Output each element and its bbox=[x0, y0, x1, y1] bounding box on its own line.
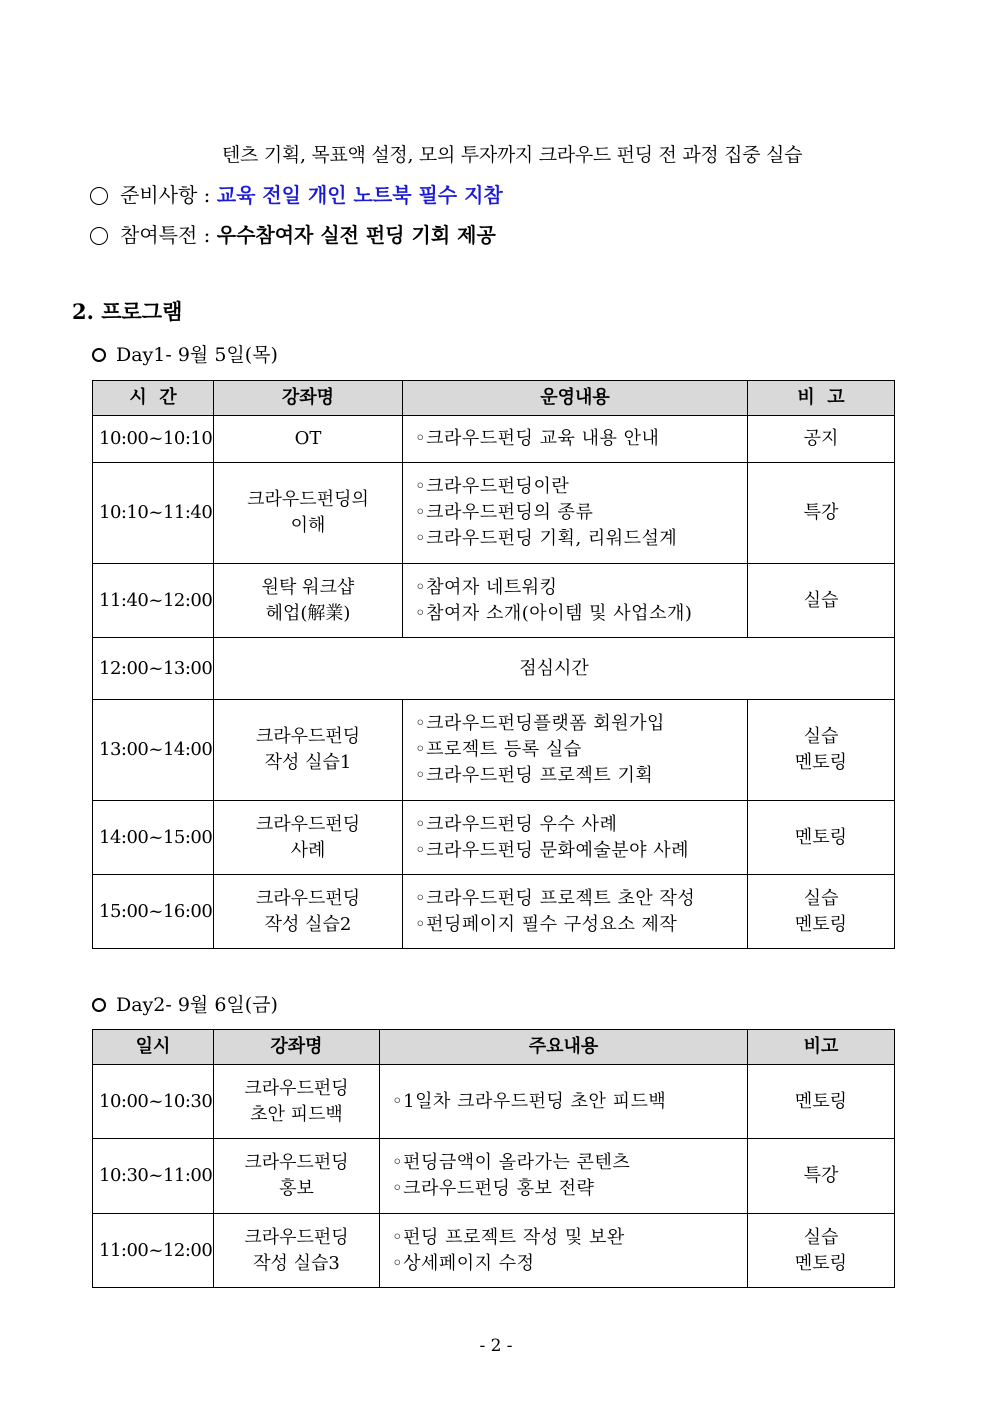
note-cell bbox=[748, 801, 895, 875]
course-line: 원탁 워크샵 bbox=[261, 576, 355, 598]
time-cell: 10:30~11:00 bbox=[93, 1139, 214, 1214]
course-line: 헤업(解業) bbox=[265, 602, 351, 624]
content-line: ◦펀딩페이지 필수 구성요소 제작 bbox=[415, 913, 678, 935]
section-title: 2. 프로그램 bbox=[72, 299, 183, 324]
table-row bbox=[93, 564, 895, 638]
benefit-label: 참여특전 : bbox=[120, 223, 211, 247]
course-line: 크라우드펀딩 bbox=[244, 1077, 349, 1099]
note-line: 특강 bbox=[803, 502, 839, 523]
day1-title: Day1- 9월 5일(목) bbox=[116, 344, 278, 366]
course-line: 초안 피드백 bbox=[250, 1103, 343, 1125]
content-cell bbox=[403, 416, 748, 463]
time-cell: 11:00~12:00 bbox=[93, 1214, 214, 1288]
note-line: 멘토링 bbox=[794, 752, 848, 773]
time-cell: 14:00~15:00 bbox=[93, 801, 214, 875]
content-cell bbox=[403, 564, 748, 638]
content-line: ◦1일차 크라우드펀딩 초안 피드백 bbox=[392, 1090, 667, 1112]
prep-label: 준비사항 : bbox=[120, 183, 211, 207]
header-cell: 강좌명 bbox=[214, 1030, 380, 1065]
course-line: 홍보 bbox=[279, 1178, 314, 1199]
time-cell: 15:00~16:00 bbox=[93, 875, 214, 949]
course-cell bbox=[214, 1214, 380, 1288]
note-line: 실습 bbox=[803, 589, 839, 611]
header-cell: 주요내용 bbox=[380, 1030, 748, 1065]
content-cell bbox=[403, 463, 748, 564]
course-cell bbox=[214, 1139, 380, 1214]
course-line: OT bbox=[294, 428, 322, 449]
course-line: 크라우드펀딩 bbox=[255, 726, 361, 747]
day1-title-line bbox=[92, 340, 278, 367]
circle-bullet-icon bbox=[92, 998, 106, 1012]
note-cell bbox=[748, 416, 895, 463]
content-cell bbox=[380, 1214, 748, 1288]
note-line: 멘토링 bbox=[794, 1252, 848, 1274]
table-row bbox=[93, 1065, 895, 1139]
prep-line bbox=[90, 179, 503, 208]
day2-title: Day2- 9월 6일(금) bbox=[116, 994, 278, 1016]
course-line: 크라우드펀딩의 bbox=[247, 489, 369, 510]
header-cell: 시 간 bbox=[93, 381, 214, 416]
table-header-row bbox=[93, 381, 895, 416]
table-row bbox=[93, 1139, 895, 1214]
header-cell: 강좌명 bbox=[214, 381, 403, 416]
note-line: 멘토링 bbox=[794, 826, 848, 848]
note-cell bbox=[748, 875, 895, 949]
note-line: 공지 bbox=[803, 428, 839, 449]
content-cell bbox=[403, 875, 748, 949]
time-cell: 10:00~10:10 bbox=[93, 416, 214, 463]
note-cell bbox=[748, 700, 895, 801]
note-line: 특강 bbox=[803, 1165, 839, 1186]
header-cell: 일시 bbox=[93, 1030, 214, 1065]
table-row bbox=[93, 638, 895, 700]
day1-schedule-table bbox=[92, 380, 895, 949]
note-cell bbox=[748, 1065, 895, 1139]
course-cell bbox=[214, 700, 403, 801]
content-line: ◦참여자 네트워킹 bbox=[415, 576, 558, 598]
content-cell bbox=[380, 1065, 748, 1139]
table-row bbox=[93, 700, 895, 801]
content-line: ◦크라우드펀딩 홍보 전략 bbox=[392, 1178, 595, 1199]
course-line: 작성 실습1 bbox=[264, 752, 352, 773]
content-line: ◦상세페이지 수정 bbox=[392, 1252, 535, 1274]
course-line: 크라우드펀딩 bbox=[255, 813, 361, 835]
time-cell: 12:00~13:00 bbox=[93, 638, 214, 700]
note-line: 실습 bbox=[803, 1226, 839, 1248]
course-cell bbox=[214, 875, 403, 949]
merged-cell: 점심시간 bbox=[214, 638, 895, 700]
content-cell bbox=[403, 700, 748, 801]
note-line: 실습 bbox=[803, 726, 839, 747]
content-line: ◦참여자 소개(아이템 및 사업소개) bbox=[415, 602, 693, 624]
time-cell: 11:40~12:00 bbox=[93, 564, 214, 638]
content-line: ◦크라우드펀딩 교육 내용 안내 bbox=[415, 428, 660, 449]
note-cell bbox=[748, 463, 895, 564]
content-line: ◦크라우드펀딩이란 bbox=[415, 476, 570, 497]
course-line: 이해 bbox=[290, 515, 326, 536]
course-cell bbox=[214, 416, 403, 463]
intro-continuation-text: 텐츠 기획, 목표액 설정, 모의 투자까지 크라우드 펀딩 전 과정 집중 실습 bbox=[222, 144, 803, 166]
table-row bbox=[93, 463, 895, 564]
header-cell: 비 고 bbox=[748, 381, 895, 416]
benefit-value: 우수참여자 실전 펀딩 기회 제공 bbox=[216, 223, 496, 247]
time-cell: 10:00~10:30 bbox=[93, 1065, 214, 1139]
content-cell bbox=[380, 1139, 748, 1214]
course-line: 작성 실습2 bbox=[264, 913, 352, 935]
note-cell bbox=[748, 1214, 895, 1288]
content-line: ◦펀딩금액이 올라가는 콘텐츠 bbox=[392, 1152, 631, 1173]
header-cell: 운영내용 bbox=[403, 381, 748, 416]
course-cell bbox=[214, 1065, 380, 1139]
content-line: ◦펀딩 프로젝트 작성 및 보완 bbox=[392, 1226, 625, 1248]
course-line: 크라우드펀딩 bbox=[244, 1226, 349, 1248]
note-line: 멘토링 bbox=[794, 913, 848, 935]
benefit-line bbox=[90, 219, 496, 248]
content-line: ◦크라우드펀딩 기획, 리워드설계 bbox=[415, 528, 678, 549]
content-line: ◦크라우드펀딩 문화예술분야 사례 bbox=[415, 839, 689, 861]
circle-bullet-icon bbox=[90, 187, 108, 205]
content-cell bbox=[403, 801, 748, 875]
day2-title-line bbox=[92, 990, 278, 1017]
time-cell: 10:10~11:40 bbox=[93, 463, 214, 564]
table-header-row bbox=[93, 1030, 895, 1065]
content-line: ◦프로젝트 등록 실습 bbox=[415, 739, 582, 760]
table-row bbox=[93, 416, 895, 463]
page-number: - 2 - bbox=[479, 1336, 513, 1356]
table-row bbox=[93, 1214, 895, 1288]
course-line: 크라우드펀딩 bbox=[255, 887, 361, 909]
content-line: ◦크라우드펀딩 프로젝트 초안 작성 bbox=[415, 887, 696, 909]
course-cell bbox=[214, 801, 403, 875]
content-line: ◦크라우드펀딩 우수 사례 bbox=[415, 813, 618, 835]
course-line: 크라우드펀딩 bbox=[244, 1152, 349, 1173]
day2-schedule-table bbox=[92, 1029, 895, 1288]
course-line: 사례 bbox=[290, 839, 326, 861]
time-cell: 13:00~14:00 bbox=[93, 700, 214, 801]
circle-bullet-icon bbox=[90, 227, 108, 245]
course-line: 작성 실습3 bbox=[253, 1252, 340, 1274]
circle-bullet-icon bbox=[92, 348, 106, 362]
course-cell bbox=[214, 564, 403, 638]
content-line: ◦크라우드펀딩 프로젝트 기획 bbox=[415, 765, 654, 786]
note-line: 멘토링 bbox=[794, 1090, 848, 1112]
course-cell bbox=[214, 463, 403, 564]
header-cell: 비고 bbox=[748, 1030, 895, 1065]
note-cell bbox=[748, 564, 895, 638]
prep-value: 교육 전일 개인 노트북 필수 지참 bbox=[216, 183, 503, 207]
note-cell bbox=[748, 1139, 895, 1214]
note-line: 실습 bbox=[803, 887, 839, 909]
content-line: ◦크라우드펀딩플랫폼 회원가입 bbox=[415, 713, 665, 734]
table-row bbox=[93, 875, 895, 949]
table-row bbox=[93, 801, 895, 875]
content-line: ◦크라우드펀딩의 종류 bbox=[415, 502, 594, 523]
